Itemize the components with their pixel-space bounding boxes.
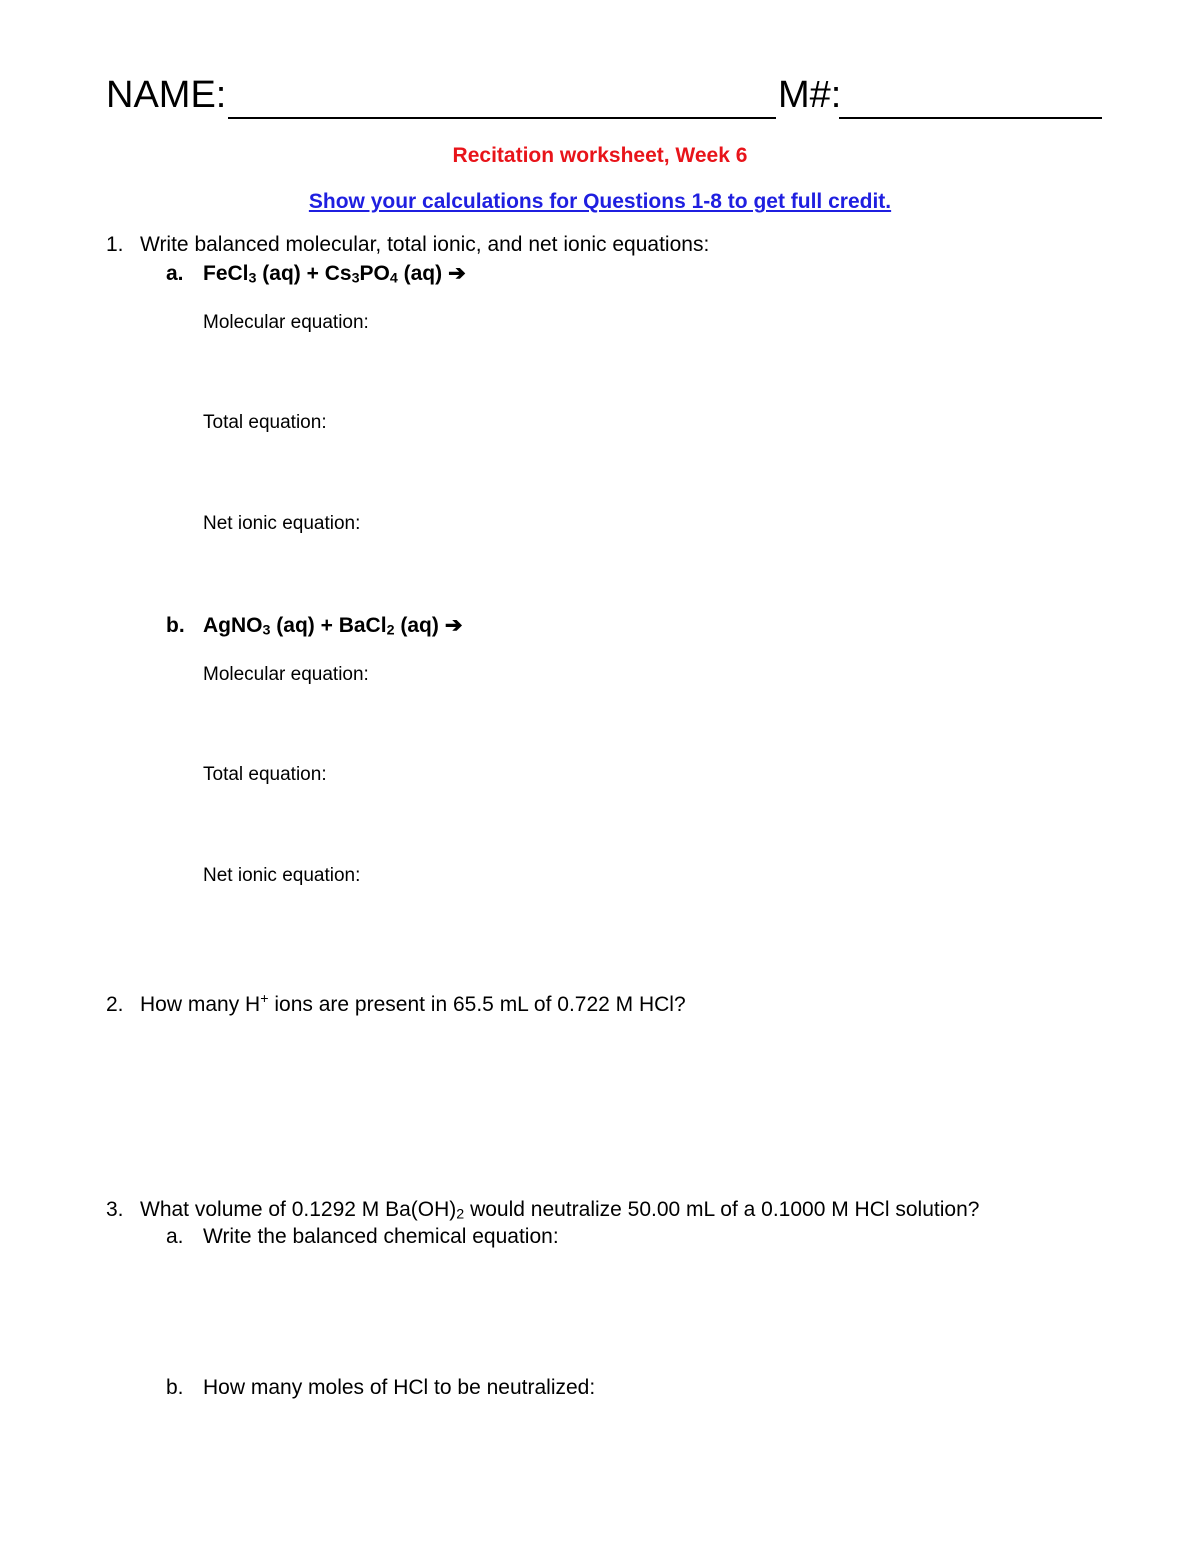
phase-text: (aq) +: [256, 262, 325, 285]
question-3b-text: How many moles of HCl to be neutralized:: [203, 1376, 596, 1399]
reactant-bacl: BaCl: [338, 614, 387, 637]
question-3b-letter: b.: [166, 1376, 184, 1399]
question-3a-letter: a.: [166, 1225, 184, 1248]
question-2-text-before: How many H: [140, 993, 261, 1016]
phase-text: (aq): [397, 262, 443, 285]
phase-text: (aq) +: [270, 614, 339, 637]
mnum-label: M#:: [778, 74, 842, 116]
subscript: 3: [351, 270, 360, 287]
subscript: 3: [262, 622, 271, 639]
question-1-number: 1.: [106, 233, 124, 256]
phase-text: (aq): [394, 614, 439, 637]
reactant-agno: AgNO: [203, 614, 263, 637]
question-3-text: [140, 1197, 979, 1223]
question-3-text-before: What volume of 0.1292 M Ba(OH): [140, 1198, 457, 1221]
total-equation-label: Total equation:: [203, 764, 327, 785]
subscript: 2: [386, 622, 395, 639]
arrow-right-icon: ➔: [448, 262, 466, 285]
molecular-equation-label: Molecular equation:: [203, 312, 369, 333]
worksheet-title: Recitation worksheet, Week 6: [452, 144, 748, 167]
subscript: 2: [456, 1206, 465, 1223]
question-1-text: Write balanced molecular, total ionic, and net ionic equations:: [140, 233, 710, 256]
instructions-subtitle: Show your calculations for Questions 1-8 to get full credit.: [308, 190, 892, 213]
question-2-text-after: ions are present in 65.5 mL of 0.722 M HCl?: [268, 993, 686, 1016]
question-3a-text: Write the balanced chemical equation:: [203, 1225, 559, 1248]
molecular-equation-label: Molecular equation:: [203, 664, 369, 685]
net-ionic-equation-label: Net ionic equation:: [203, 865, 361, 886]
reactant-cs: Cs: [324, 262, 352, 285]
question-1b-reaction: [203, 613, 462, 639]
name-blank-line[interactable]: [228, 117, 776, 119]
question-1a-letter: a.: [166, 262, 184, 285]
question-2-text: [140, 992, 686, 1018]
mnum-blank-line[interactable]: [839, 117, 1102, 119]
net-ionic-equation-label: Net ionic equation:: [203, 513, 361, 534]
subscript: 4: [389, 270, 398, 287]
subscript: 3: [248, 270, 257, 287]
name-label: NAME:: [106, 74, 227, 116]
question-3-text-after: would neutralize 50.00 mL of a 0.1000 M HCl solution?: [464, 1198, 980, 1221]
superscript: +: [260, 991, 269, 1008]
question-2-number: 2.: [106, 993, 124, 1016]
question-1a-reaction: [203, 261, 466, 287]
question-1b-letter: b.: [166, 614, 185, 637]
total-equation-label: Total equation:: [203, 412, 327, 433]
reactant-fecl: FeCl: [203, 262, 249, 285]
reactant-po: PO: [359, 262, 390, 285]
arrow-right-icon: ➔: [444, 614, 463, 637]
question-3-number: 3.: [106, 1198, 124, 1221]
